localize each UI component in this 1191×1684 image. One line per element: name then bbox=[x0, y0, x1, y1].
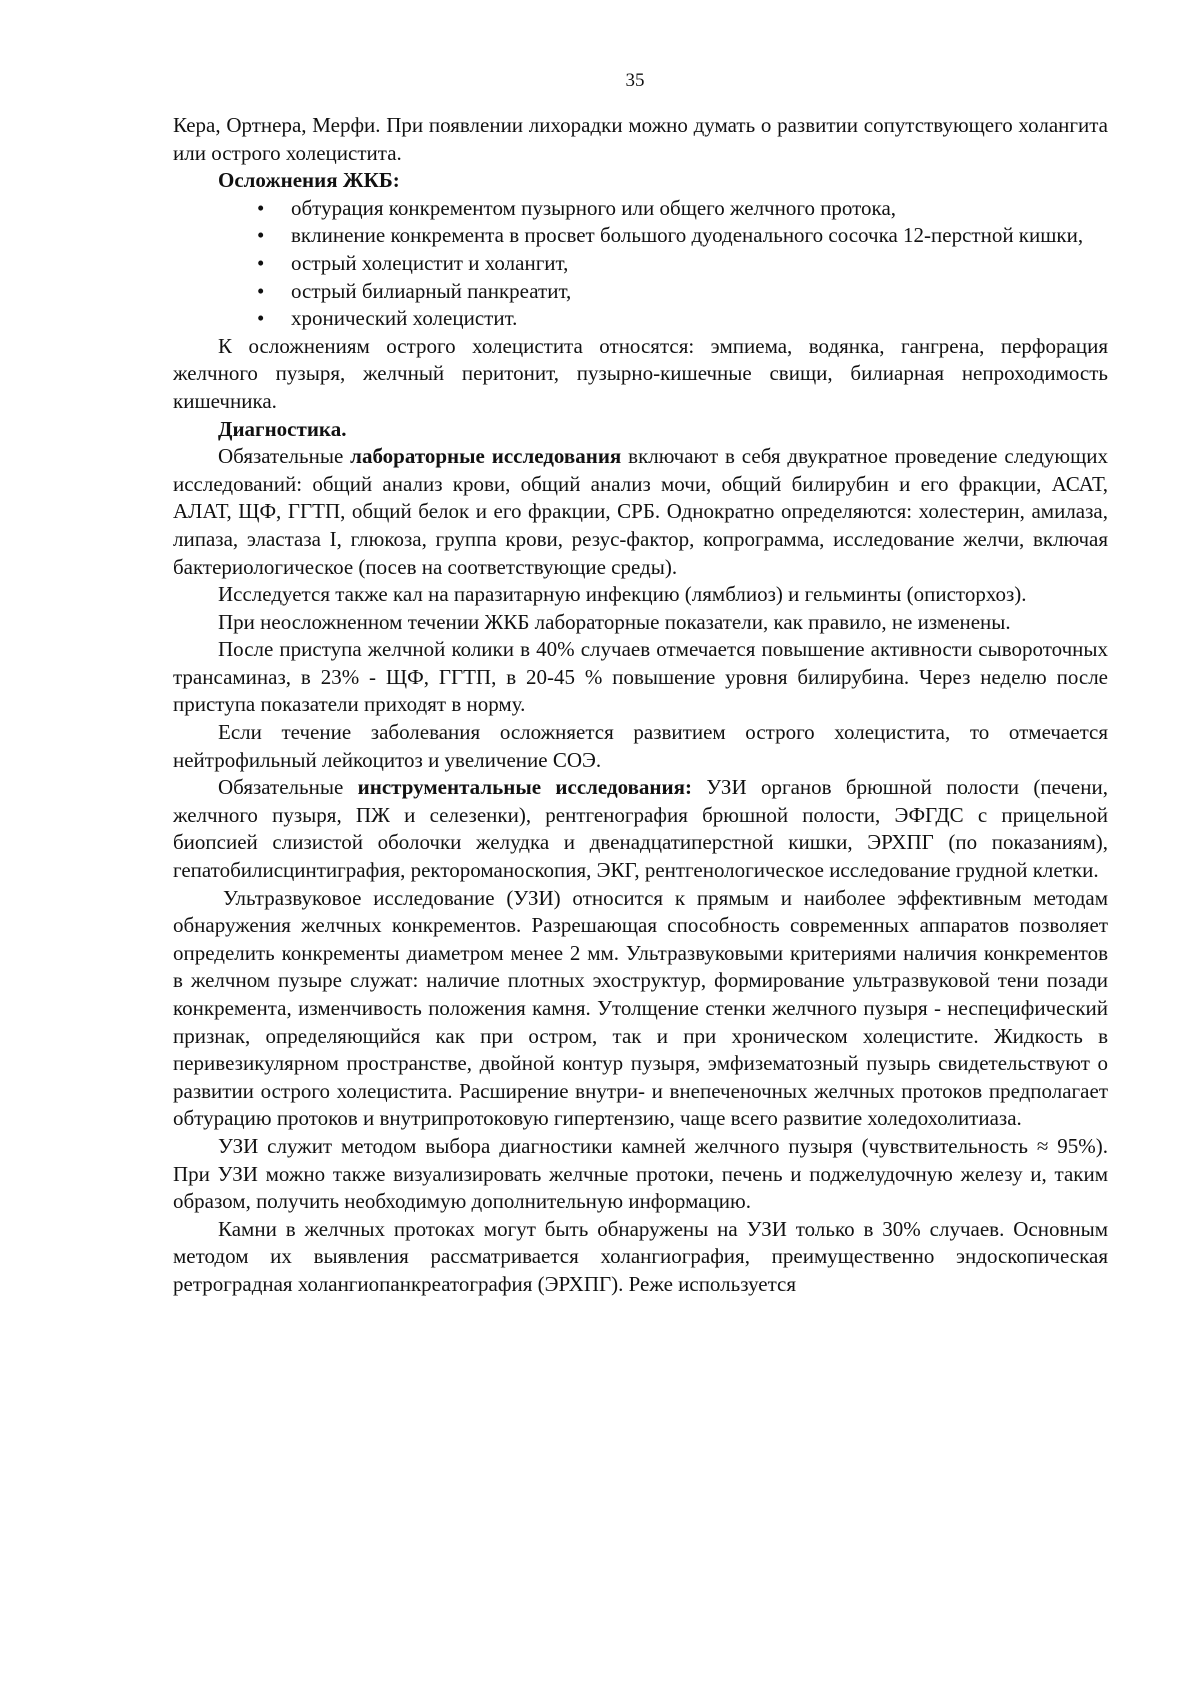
stool-paragraph: Исследуется также кал на паразитарную инфекцию (лямблиоз) и гельминты (описторхоз). bbox=[218, 582, 1027, 607]
ultrasound-choice-paragraph: УЗИ служит методом выбора диагностики камней желчного пузыря (чувствительность ≈ 95%). При УЗИ можно также визуализировать желчные протоки, печень и поджелудочную железу и, таким образом, получить необходимую дополнительную информацию. bbox=[173, 1133, 1108, 1214]
colic-paragraph: После приступа желчной колики в 40% случаев отмечается повышение активности сывороточных трансаминаз, в 23% - ЩФ, ГГТП, в 20-45 % повышение уровня билирубина. Через неделю после приступа показатели приходят в норму. bbox=[173, 637, 1108, 717]
acute-paragraph: Если течение заболевания осложняется развитием острого холецистита, то отмечается нейтрофильный лейкоцитоз и увеличение СОЭ. bbox=[173, 720, 1108, 772]
list-item: • острый билиарный панкреатит, bbox=[291, 278, 1108, 306]
list-item: • вклинение конкремента в просвет большого дуоденального сосочка 12-перстной кишки, bbox=[291, 222, 1108, 250]
instr-rest: УЗИ органов брюшной полости (печени, желчного пузыря, ПЖ и селезенки), рентгенография брюшной полости, ЭФГДС с прицельной биопсией слизистой оболочки желудка и двенадцатиперстной кишки, ЭРХПГ (по показаниям), гепатобилисцинтиграфия, ректороманоскопия, ЭКГ, рентгенологическое исследование грудной клетки. bbox=[173, 775, 1108, 883]
page-content bbox=[173, 112, 1108, 1299]
list-item: • хронический холецистит. bbox=[291, 305, 1108, 333]
instrumental-paragraph bbox=[173, 774, 1108, 884]
bile-ducts-paragraph: Камни в желчных протоках могут быть обнаружены на УЗИ только в 30% случаев. Основным методом их выявления рассматривается холангиография, преимущественно эндоскопическая ретроградная холангиопанкреатография (ЭРХПГ). Реже используется bbox=[173, 1216, 1108, 1296]
lab-tests-paragraph bbox=[173, 443, 1108, 581]
intro-paragraph: Кера, Ортнера, Мерфи. При появлении лихорадки можно думать о развитии сопутствующего холангита или острого холецистита. bbox=[173, 113, 1108, 165]
list-item: • обтурация конкрементом пузырного или общего желчного протока, bbox=[291, 195, 1108, 223]
uncomplicated-paragraph: При неосложненном течении ЖКБ лабораторные показатели, как правило, не изменены. bbox=[218, 609, 1011, 634]
instrumental-term: инструментальные исследования: bbox=[357, 775, 692, 800]
lab-rest: включают в себя двукратное проведение следующих исследований: общий анализ крови, общий анализ мочи, общий билирубин и его фракции, АСАТ, АЛАТ, ЩФ, ГГТП, общий белок и его фракции, СРБ. Однократно определяются: холестерин, амилаза, липаза, эластаза I, глюкоза, группа крови, резус-фактор, копрограмма, исследование желчи, включая бактериологическое (посев на соответствующие среды). bbox=[173, 444, 1108, 579]
instr-prefix: Обязательные bbox=[218, 775, 358, 800]
complications-heading: Осложнения ЖКБ: bbox=[218, 168, 400, 193]
list-item: • острый холецистит и холангит, bbox=[291, 250, 1108, 278]
ultrasound-paragraph: Ультразвуковое исследование (УЗИ) относится к прямым и наиболее эффективным методам обнаружения желчных конкрементов. Разрешающая способность современных аппаратов позволяет определить конкременты диаметром менее 2 мм. Ультразвуковыми критериями наличия конкрементов в желчном пузыре служат: наличие плотных эхоструктур, формирование ультразвуковой тени позади конкремента, изменчивость положения камня. Утолщение стенки желчного пузыря - неспецифический признак, определяющийся как при остром, так и при хроническом холецистите. Жидкость в перивезикулярном пространстве, двойной контур пузыря, эмфизематозный пузырь свидетельствуют о развитии острого холецистита. Расширение внутри- и внепеченочных желчных протоков предполагает обтурацию протоков и внутрипротоковую гипертензию, чаще всего развитие холедохолитиаза. bbox=[173, 885, 1108, 1131]
diagnostics-heading: Диагностика. bbox=[218, 416, 347, 441]
acute-complications-paragraph: К осложнениям острого холецистита относятся: эмпиема, водянка, гангрена, перфорация желчного пузыря, желчный перитонит, пузырно-кишечные свищи, билиарная непроходимость кишечника. bbox=[173, 333, 1108, 413]
page-number: 35 bbox=[625, 70, 645, 91]
lab-prefix: Обязательные bbox=[218, 444, 351, 469]
complications-list bbox=[173, 195, 1108, 333]
lab-tests-term: лабораторные исследования bbox=[350, 444, 622, 469]
